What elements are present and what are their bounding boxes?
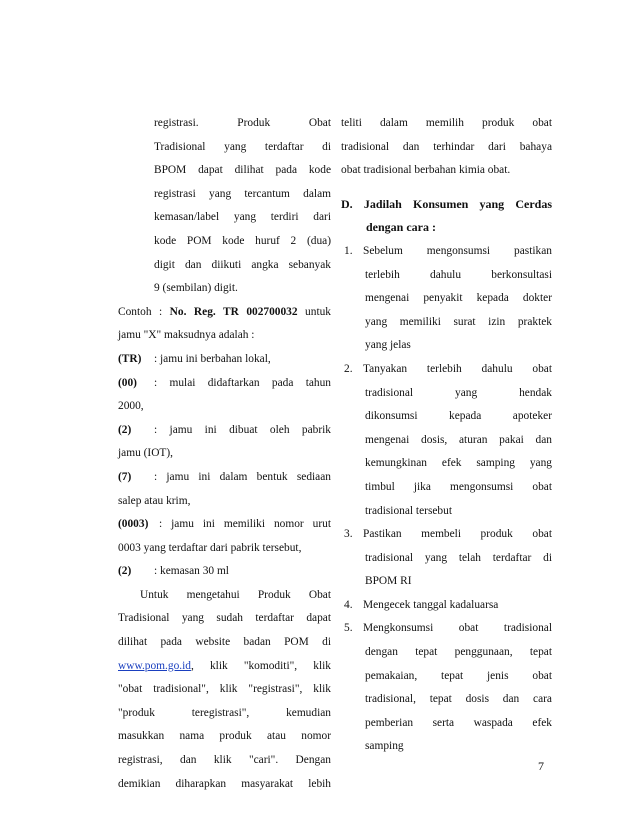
code-description: : jamu ini dalam bentuk sediaan [154,470,331,483]
text-line: dilihat pada website badan POM di [118,636,331,649]
code-label: (TR) [118,352,142,365]
right-column [341,112,552,759]
text-line: kemasan/label yang terdiri dari [154,211,331,224]
list-item-line [341,240,552,264]
text-line: "produk teregistrasi", kemudian [118,706,331,719]
code-row [118,466,331,490]
list-item-line [341,523,552,547]
code-description-cont: jamu (IOT), [118,447,174,460]
text-line: BPOM dapat dilihat pada kode [154,164,331,177]
list-item-line: samping [365,740,404,753]
code-row [118,348,331,372]
list-item-line: terlebih dahulu berkonsultasi [365,268,552,281]
list-item-line: mengenai penyakit kepada dokter [365,292,552,305]
code-row [118,419,331,443]
example-registration-number: No. Reg. TR 002700032 [169,305,298,318]
list-item-line: mengenai dosis, aturan pakai dan [365,433,552,446]
text-line: Untuk mengetahui Produk Obat [140,588,331,601]
list-item-line [341,594,552,618]
text-line: registrasi yang tercantum dalam [154,187,331,200]
example-suffix: untuk [297,305,331,318]
text-line [118,655,331,679]
example-line [118,301,331,325]
code-description: : jamu ini memiliki nomor urut [159,518,331,531]
code-description-cont: 2000, [118,400,144,413]
list-item-line: pemakaian, tepat jenis obat [365,669,552,682]
section-heading-cont: dengan cara : [366,220,436,235]
code-description: : jamu ini berbahan lokal, [154,352,271,365]
list-item-number: 4. [344,598,353,611]
list-item-number: 1. [344,244,353,257]
text-line: masukkan nama produk atau nomor [118,730,331,743]
list-item-line: yang jelas [365,339,411,352]
list-item-line: pemberian serta waspada efek [365,716,552,729]
page-number: 7 [538,759,544,773]
text-line: obat tradisional berbahan kimia obat. [341,164,511,177]
text-line-rest: , klik "komoditi", klik [190,659,331,672]
list-item-line [341,617,552,641]
left-column [118,112,331,796]
list-item-line: tradisional yang hendak [365,386,552,399]
list-item-line: BPOM RI [365,575,412,588]
list-item-line: dikonsumsi kepada apoteker [365,410,552,423]
code-description: : kemasan 30 ml [154,565,229,578]
code-description: : jamu ini dibuat oleh pabrik [154,423,331,436]
list-item-line: yang memiliki surat izin praktek [365,315,552,328]
code-description: : mulai didaftarkan pada tahun [154,376,331,389]
list-item-line [341,358,552,382]
code-label: (0003) [118,518,149,531]
text-line: registrasi, dan klik "cari". Dengan [118,754,331,767]
list-item-text: Tanyakan terlebih dahulu obat [363,362,552,375]
text-line: tradisional dan terhindar dari bahaya [341,140,552,153]
spacer [341,183,552,193]
recommendation-list [341,240,552,759]
code-row [118,372,331,396]
list-item-line: tradisional, tepat dosis dan cara [365,693,552,706]
code-description-cont: salep atau krim, [118,494,191,507]
text-line: jamu "X" maksudnya adalah : [118,329,255,342]
code-label: (2) [118,423,132,436]
example-prefix: Contoh : [118,305,170,318]
list-item-text: Pastikan membeli produk obat [363,528,552,541]
list-item-line: dengan tepat penggunaan, tepat [365,646,552,659]
list-item-text: Sebelum mengonsumsi pastikan [363,244,552,257]
list-item-text: Mengkonsumsi obat tradisional [363,622,552,635]
text-line: 9 (sembilan) digit. [154,282,238,295]
text-line: teliti dalam memilih produk obat [341,117,552,129]
list-item-line: tradisional yang telah terdaftar di [365,551,552,564]
code-label: (00) [118,376,137,389]
code-row [118,513,331,537]
text-line: kode POM kode huruf 2 (dua) [154,234,331,247]
text-line: digit dan diikuti angka sebanyak [154,258,331,271]
text-line: Tradisional yang terdaftar di [154,140,331,153]
text-line: registrasi. Produk Obat [154,117,331,129]
text-line: "obat tradisional", klik "registrasi", klik [118,683,331,696]
list-item-line: timbul jika mengonsumsi obat [365,480,552,493]
list-item-number: 3. [344,528,353,541]
text-line: demikian diharapkan masyarakat lebih [118,777,331,790]
code-label: (2) [118,565,132,578]
text-line: Tradisional yang sudah terdaftar dapat [118,612,331,625]
list-item-text: Mengecek tanggal kadaluarsa [363,598,499,611]
list-item-number: 5. [344,622,353,635]
code-label: (7) [118,470,132,483]
code-description-cont: 0003 yang terdaftar dari pabrik tersebut, [118,541,302,554]
list-item-number: 2. [344,362,353,375]
list-item-line: tradisional tersebut [365,504,452,517]
section-heading: D. Jadilah Konsumen yang Cerdas [341,196,552,211]
website-link[interactable]: www.pom.go.id [118,659,191,672]
list-item-line: kemungkinan efek samping yang [365,457,552,470]
code-row [118,560,331,584]
